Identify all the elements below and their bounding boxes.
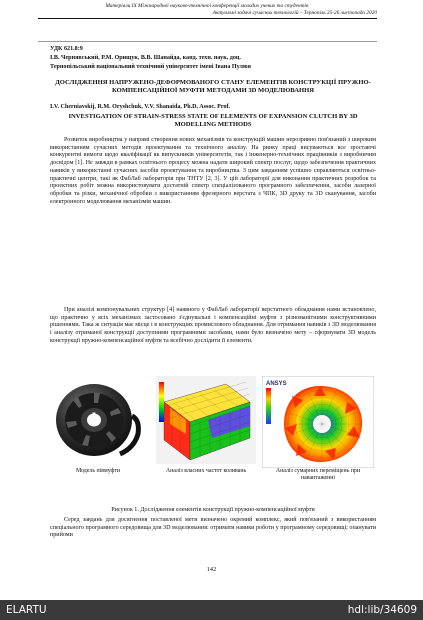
conference-header <box>38 3 377 17</box>
udc-code: УДК 621.8:9 <box>50 46 83 52</box>
figure-1 <box>48 376 376 488</box>
figure-caption: Рисунок 1. Дослідження елементів конструкції пружно-компенсаційної муфти <box>111 507 315 513</box>
title-ua: ДОСЛІДЖЕННЯ НАПРУЖЕНО-ДЕФОРМОВАНОГО СТАНУ ЕЛЕМЕНТІВ КОНСТРУКЦІЇ ПРУЖНО-КОМПЕНСАЦІЙНОЇ МУФТИ МЕТОДАМИ 3D МОДЕЛЮВАННЯ <box>55 79 371 94</box>
figure-1c-label: Аналіз сумарних переміщень при навантаженні <box>275 468 361 481</box>
watermark-left: ELARTU <box>6 604 47 616</box>
body-paragraph-1: Розвиток виробництва у напрямі створення нових механізмів та конструкцій машин нерозривно пов'язаний з широким використанням сучасних методів проектування та технічного аналізу. На ринку праці висуваються все зростаючі конкурентні вимоги щодо кваліфікації як випускників університетів, так і інженерно-технічних працівників з виробничим досвідом [1]. Не завжди в рамках освітнього процесу можна надати широкий спектр послуг, щодо забезпечення практичних навиків у використанні сучасних засобів проектування та виробництва. З цим завданням успішно справляються освітньо-практичні центри, такі як ФабЛаб лабораторія при ТНТУ [2, 3]. У цій лабораторії для виконання практичних розробок та проектних робіт можна використовувати достатній спектр спеціалізованого програмного забезпечення, засоби лазерної обробки та різки, механічної обробки з використанням фрезерного верстата з ЧПК, 3D друку та 3D сканування, засоби електронного моделювання механізмів машин. <box>50 137 376 205</box>
repository-watermark-bar <box>0 600 423 620</box>
body-paragraph-3: Серед завдань для досягнення поставленої мети визначено окремий комплекс, який пов'язаний з використанням спеціального програмного середовища для 3D моделювання: отримати навики роботи у програмному середовищі; опанувати прийоми <box>50 517 376 539</box>
affiliation-ua: Тернопільський національний технічний університет імені Івана Пулюя <box>50 64 251 70</box>
header-divider <box>38 18 377 19</box>
page-number: 142 <box>206 566 217 573</box>
total-deformation-analysis-image <box>262 376 374 468</box>
header-line-1: Матеріали IX Міжнародної науково-технічної конференції молодих учених та студентів. <box>105 3 310 9</box>
watermark-right: hdl:lib/34609 <box>347 604 417 616</box>
half-coupling-model-image <box>48 376 148 460</box>
title-en: INVESTIGATION OF STRAIN-STRESS STATE OF ELEMENTS OF EXPANSION CLUTCH BY 3D MODELLING METHODS <box>68 113 358 128</box>
authors-en: I.V. Cherniavskij, R.M. Oryshchuk, V.V. Shanaida, Ph.D, Assoc. Prof. <box>50 104 231 110</box>
figure-1a-label: Модель півмуфти <box>75 468 121 474</box>
header-divider-thin <box>38 41 377 42</box>
authors-ua: І.В. Чернявський, Р.М. Орищук, В.В. Шанайда, канд. техн. наук, доц. <box>50 55 241 61</box>
ansys-logo-text: ANSYS <box>266 381 287 387</box>
header-line-2: Актуальні задачі сучасних технологій – Тернопіль 25-26 листопада 2020 <box>212 10 377 16</box>
figure-1b-label: Аналіз власних частот коливань <box>165 468 247 474</box>
natural-frequency-analysis-image <box>156 376 256 464</box>
body-paragraph-2: При аналізі компонувальних структур [4] наявного у ФабЛаб лабораторії верстатного обладнання нами встановлено, що практично у всіх механізмах застосовано з'єднувальні і компенсаційні муфти з різноманітними конструктивними рішеннями. Така ж ситуація має місце і в конструкціях промислового обладнання. Для отримання навиків з 3D моделювання і аналізу отриманої конструкції доступними програмними засобами, нами було визначено мету – сформувати 3D модель конструкції пружно-компенсаційної муфти та всебічно дослідити її елементи. <box>50 307 376 344</box>
